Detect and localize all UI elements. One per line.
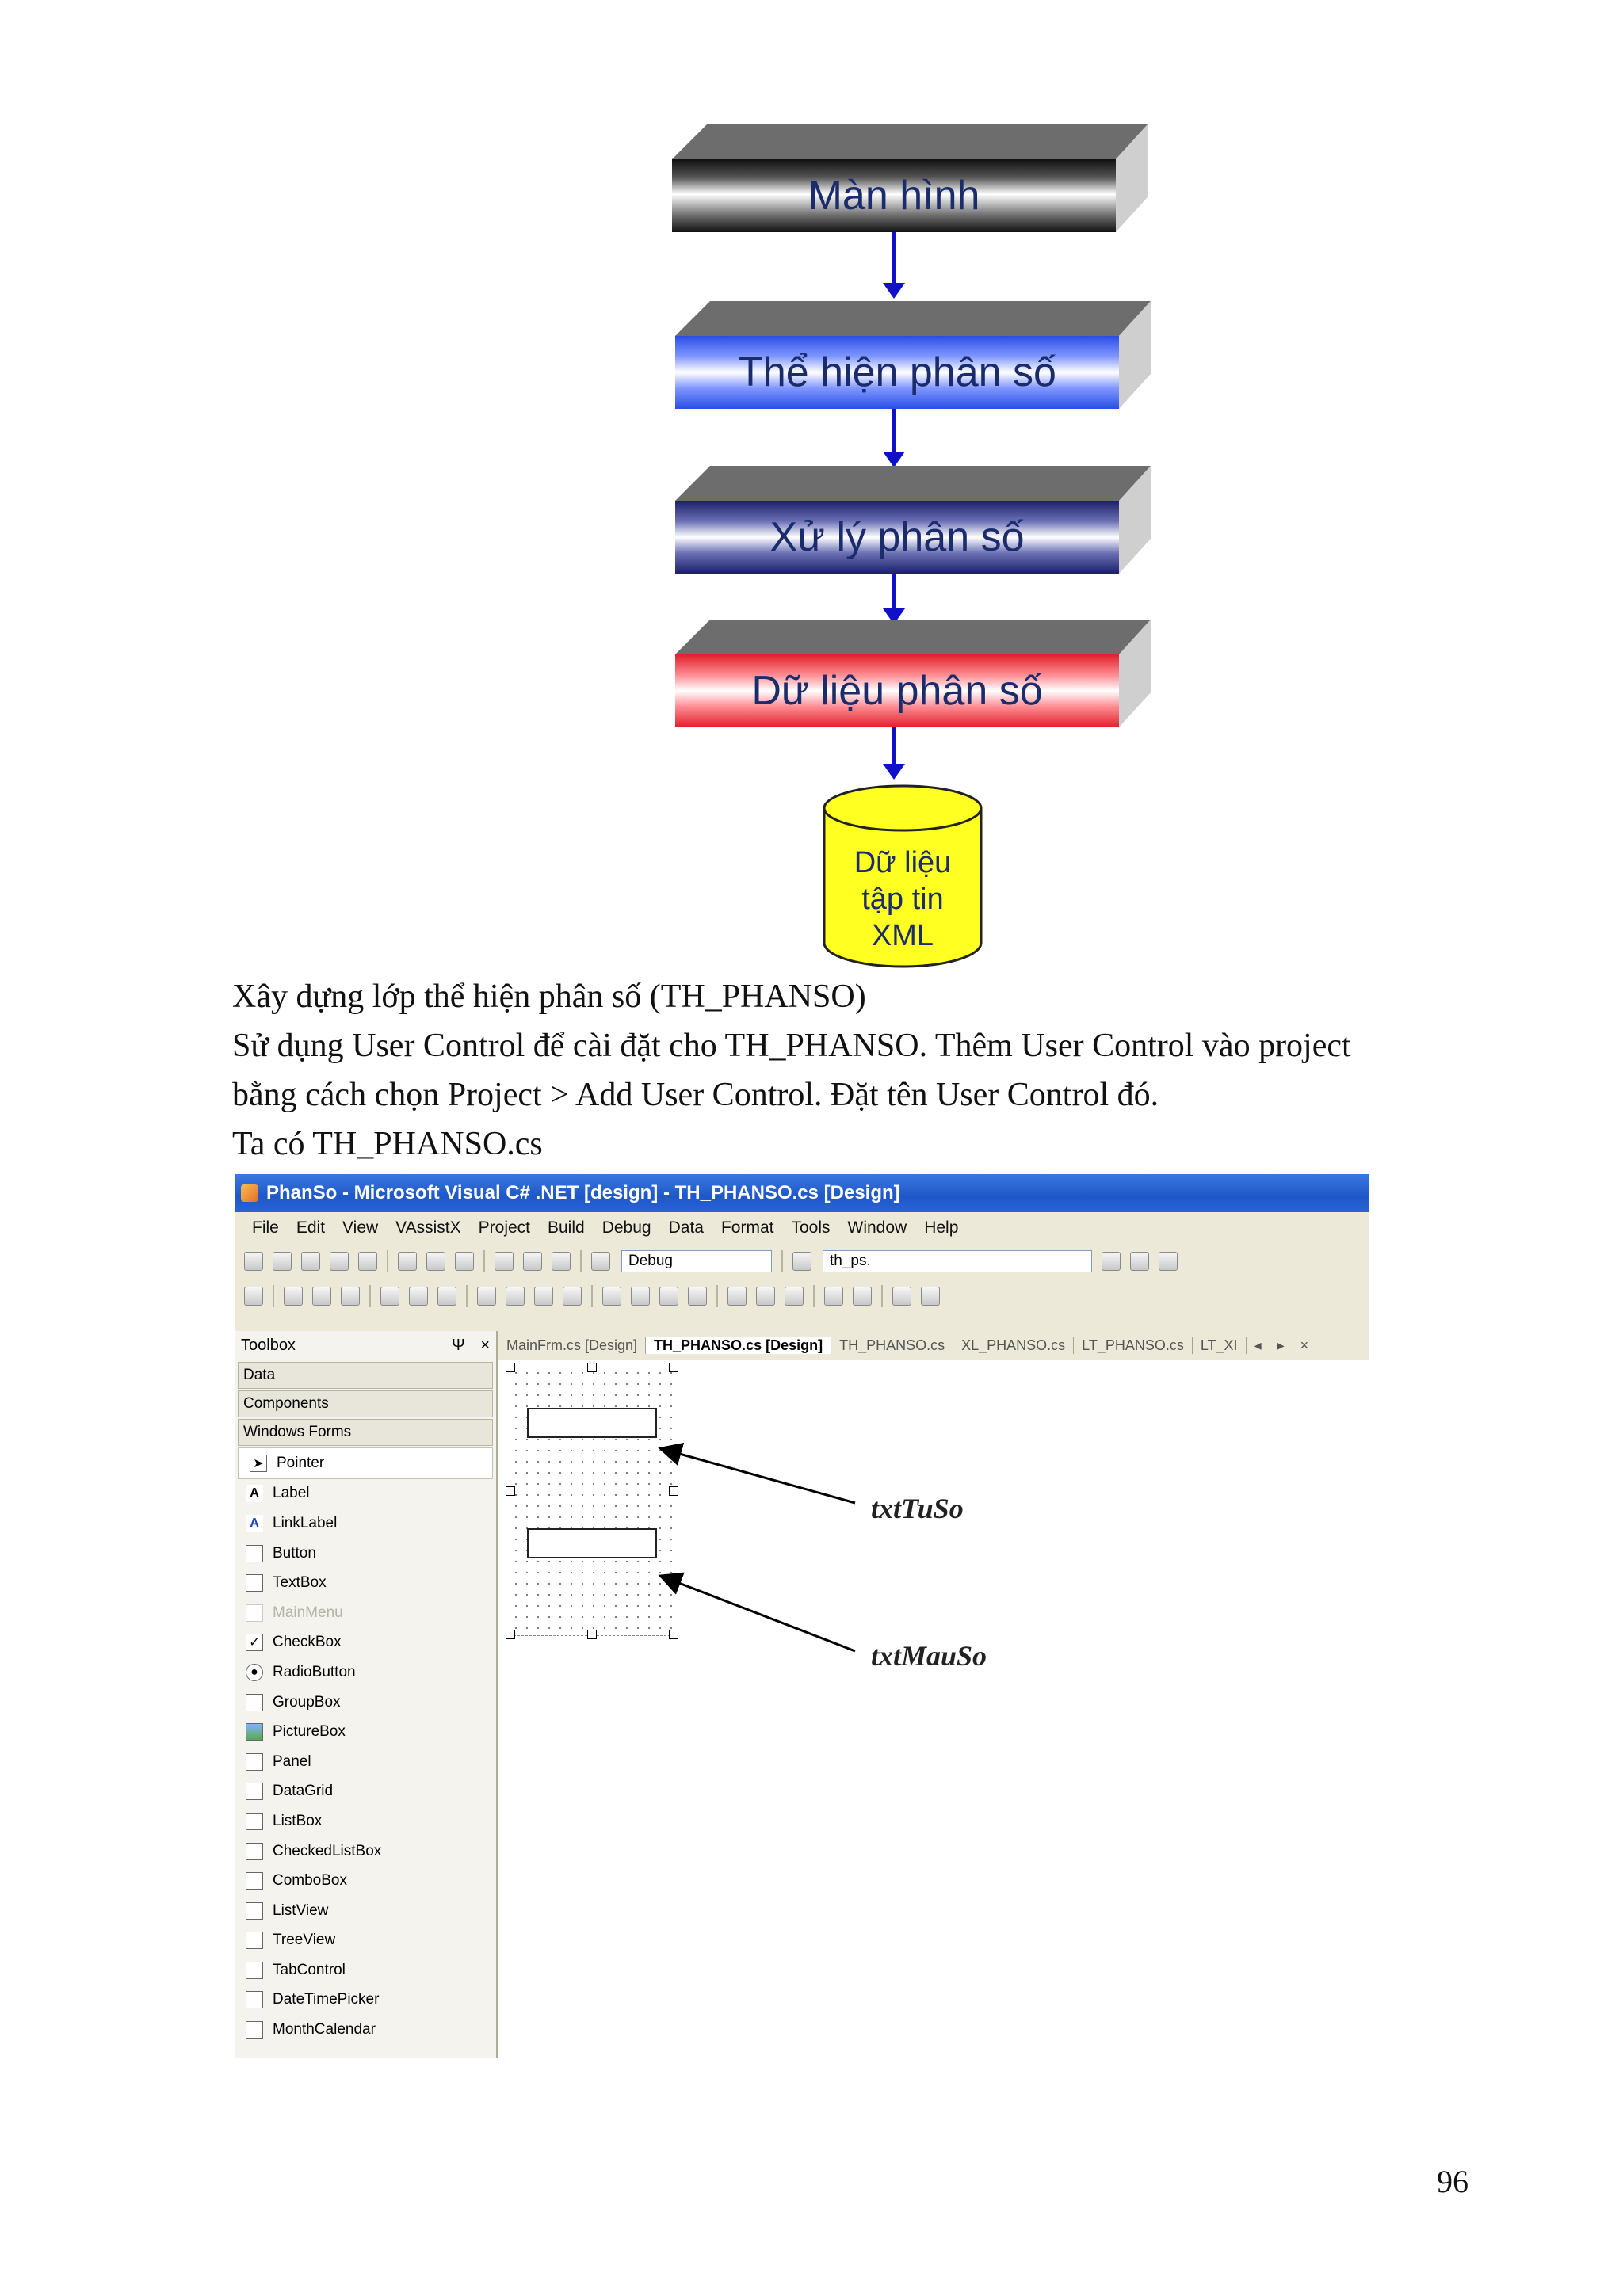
panel-icon	[246, 1753, 263, 1771]
open-icon[interactable]	[301, 1252, 320, 1271]
toolbox-item-picturebox[interactable]: PictureBox	[235, 1717, 496, 1747]
linklabel-icon: A	[246, 1515, 263, 1532]
button-icon	[246, 1545, 263, 1562]
hspace-decrease-icon[interactable]	[659, 1287, 678, 1306]
toolbox-item-button[interactable]: Button	[235, 1539, 496, 1569]
hspace-equal-icon[interactable]	[602, 1287, 621, 1306]
toolbox-category-windows-forms[interactable]: Windows Forms	[238, 1419, 493, 1446]
standard-toolbar	[235, 1244, 1369, 1279]
tabcontrol-icon	[246, 1962, 263, 1979]
toolbox-item-panel[interactable]: Panel	[235, 1747, 496, 1777]
block-label: Dữ liệu phân số	[675, 654, 1119, 727]
menu-bar	[235, 1212, 1369, 1244]
checkbox-icon: ✓	[246, 1634, 263, 1651]
design-surface	[498, 1360, 1369, 2058]
menu-edit[interactable]: Edit	[296, 1219, 326, 1237]
cylinder-label-2: tập tin	[861, 883, 944, 916]
body-line-1: Sử dụng User Control để cài đặt cho TH_PHANSO. Thêm User Control vào project	[232, 1028, 1351, 1064]
toolbox-panel	[235, 1331, 498, 2058]
tab-close-icon[interactable]: ×	[1300, 1337, 1309, 1353]
same-height-icon[interactable]	[506, 1287, 525, 1306]
app-icon	[241, 1184, 258, 1202]
toolbox-item-tabcontrol[interactable]: TabControl	[235, 1955, 496, 1985]
toolbox-item-linklabel[interactable]: A LinkLabel	[235, 1508, 496, 1539]
tab-th-phanso-design[interactable]: TH_PHANSO.cs [Design]	[646, 1337, 831, 1354]
menu-project[interactable]: Project	[478, 1219, 530, 1237]
window-title: PhanSo - Microsoft Visual C# .NET [design] - TH_PHANSO.cs [Design]	[266, 1182, 900, 1203]
align-right-icon[interactable]	[341, 1287, 360, 1306]
toolbox-item-datagrid[interactable]: DataGrid	[235, 1777, 496, 1807]
listbox-icon	[246, 1813, 263, 1830]
toolbox-title: Toolbox	[241, 1336, 296, 1354]
body-line-3: Ta có TH_PHANSO.cs	[232, 1126, 543, 1162]
center-horizontal-icon[interactable]	[824, 1287, 843, 1306]
annotation-arrows	[498, 1360, 1369, 2058]
tab-lt-phanso[interactable]: LT_PHANSO.cs	[1074, 1337, 1193, 1354]
body-line-2: bằng cách chọn Project > Add User Control. Đặt tên User Control đó.	[232, 1077, 1159, 1113]
solution-explorer-icon[interactable]	[1102, 1252, 1121, 1271]
vspace-equal-icon[interactable]	[727, 1287, 747, 1306]
save-icon[interactable]	[330, 1252, 349, 1271]
same-width-icon[interactable]	[477, 1287, 496, 1306]
block-label: Màn hình	[672, 159, 1116, 232]
pointer-icon: ➤	[250, 1455, 267, 1472]
toolbox-item-pointer[interactable]: ➤ Pointer	[238, 1447, 493, 1479]
align-middle-icon[interactable]	[409, 1287, 428, 1306]
tab-scroll-left-icon[interactable]: ◂	[1254, 1337, 1262, 1353]
monthcalendar-icon	[246, 2021, 263, 2039]
datagrid-icon	[246, 1783, 263, 1800]
paste-icon[interactable]	[455, 1252, 474, 1271]
toolbox-item-mainmenu[interactable]: MainMenu	[235, 1598, 496, 1628]
tab-xl-phanso[interactable]: XL_PHANSO.cs	[953, 1337, 1074, 1354]
start-icon[interactable]	[591, 1252, 610, 1271]
toolbox-item-textbox[interactable]: TextBox	[235, 1568, 496, 1598]
toolbox-category-data[interactable]: Data	[238, 1362, 493, 1389]
textbox-icon	[246, 1574, 263, 1592]
menu-debug[interactable]: Debug	[601, 1219, 651, 1237]
toolbox-item-monthcalendar[interactable]: MonthCalendar	[235, 2015, 496, 2045]
properties-icon[interactable]	[1130, 1252, 1149, 1271]
toolbox-item-datetimepicker[interactable]: DateTimePicker	[235, 1985, 496, 2016]
cylinder-label-3: XML	[871, 919, 934, 952]
tab-scroll-right-icon[interactable]: ▸	[1277, 1337, 1285, 1353]
search-combo[interactable]: th_ps.	[823, 1250, 1092, 1272]
undo-icon[interactable]	[495, 1252, 514, 1271]
picturebox-icon	[246, 1723, 263, 1741]
menu-vassistx[interactable]: VAssistX	[395, 1219, 461, 1237]
treeview-icon	[246, 1932, 263, 1949]
align-top-icon[interactable]	[380, 1287, 399, 1306]
new-project-icon[interactable]	[244, 1252, 263, 1271]
hspace-remove-icon[interactable]	[688, 1287, 707, 1306]
toolbox-icon[interactable]	[1159, 1252, 1178, 1271]
menu-format[interactable]: Format	[720, 1219, 774, 1237]
menu-window[interactable]: Window	[847, 1219, 907, 1237]
cut-icon[interactable]	[398, 1252, 417, 1271]
pin-icon[interactable]: Ψ	[452, 1336, 465, 1354]
align-bottom-icon[interactable]	[437, 1287, 456, 1306]
radiobutton-icon: ●	[246, 1664, 263, 1681]
add-item-icon[interactable]	[273, 1252, 292, 1271]
close-icon[interactable]: ×	[480, 1336, 490, 1354]
checkedlistbox-icon	[246, 1843, 263, 1860]
navigate-icon[interactable]	[552, 1252, 571, 1271]
block-label: Xử lý phân số	[675, 501, 1119, 574]
label-icon: A	[246, 1485, 263, 1502]
toolbox-item-checkedlistbox[interactable]: CheckedListBox	[235, 1836, 496, 1867]
hspace-increase-icon[interactable]	[631, 1287, 650, 1306]
tab-mainfrm-design[interactable]: MainFrm.cs [Design]	[498, 1337, 646, 1354]
send-back-icon[interactable]	[921, 1287, 940, 1306]
mainmenu-icon	[246, 1604, 263, 1622]
toolbox-category-components[interactable]: Components	[238, 1390, 493, 1417]
tab-th-phanso-code[interactable]: TH_PHANSO.cs	[831, 1337, 953, 1354]
toolbox-item-listbox[interactable]: ListBox	[235, 1806, 496, 1836]
annotation-txt-mau-so: txtMauSo	[871, 1640, 987, 1672]
listview-icon	[246, 1902, 263, 1920]
copy-icon[interactable]	[426, 1252, 445, 1271]
menu-data[interactable]: Data	[668, 1219, 704, 1237]
arrow	[892, 574, 896, 621]
combobox-icon	[246, 1872, 263, 1890]
align-left-icon[interactable]	[284, 1287, 303, 1306]
toolbox-item-treeview[interactable]: TreeView	[235, 1926, 496, 1956]
redo-icon[interactable]	[523, 1252, 542, 1271]
section-heading: Xây dựng lớp thể hiện phân số (TH_PHANSO)	[232, 978, 866, 1015]
toolbox-item-label[interactable]: A Label	[235, 1479, 496, 1509]
toolbox-item-radiobutton[interactable]: ● RadioButton	[235, 1657, 496, 1688]
arrow	[892, 727, 896, 776]
datetimepicker-icon	[246, 1991, 263, 2008]
page-number: 96	[1437, 2164, 1468, 2199]
document-tabs	[498, 1331, 1369, 1360]
align-grid-icon[interactable]	[244, 1287, 263, 1306]
menu-help[interactable]: Help	[924, 1219, 959, 1237]
config-select[interactable]: Debug	[621, 1250, 772, 1272]
menu-file[interactable]: File	[252, 1219, 279, 1237]
layout-toolbar	[235, 1279, 1369, 1314]
toolbox-item-combobox[interactable]: ComboBox	[235, 1866, 496, 1896]
find-icon[interactable]	[792, 1252, 812, 1271]
toolbox-item-checkbox[interactable]: ✓ CheckBox	[235, 1628, 496, 1658]
tab-lt-xi[interactable]: LT_XI	[1193, 1337, 1247, 1354]
cylinder-label-1: Dữ liệu	[854, 846, 952, 879]
menu-tools[interactable]: Tools	[791, 1219, 831, 1237]
arrow	[892, 232, 896, 296]
menu-view[interactable]: View	[342, 1219, 379, 1237]
groupbox-icon	[246, 1694, 263, 1711]
save-all-icon[interactable]	[358, 1252, 377, 1271]
vspace-increase-icon[interactable]	[756, 1287, 775, 1306]
size-grid-icon[interactable]	[563, 1287, 582, 1306]
annotation-txt-tu-so: txtTuSo	[871, 1493, 964, 1524]
menu-build[interactable]: Build	[548, 1219, 585, 1237]
ide-screenshot	[235, 1174, 1369, 2058]
align-center-icon[interactable]	[312, 1287, 331, 1306]
bring-front-icon[interactable]	[892, 1287, 911, 1306]
arrow	[892, 409, 896, 464]
toolbox-item-groupbox[interactable]: GroupBox	[235, 1688, 496, 1718]
vspace-decrease-icon[interactable]	[785, 1287, 804, 1306]
block-label: Thể hiện phân số	[675, 336, 1119, 409]
toolbox-item-listview[interactable]: ListView	[235, 1896, 496, 1926]
window-titlebar	[235, 1174, 1369, 1212]
center-vertical-icon[interactable]	[853, 1287, 872, 1306]
same-size-icon[interactable]	[534, 1287, 553, 1306]
